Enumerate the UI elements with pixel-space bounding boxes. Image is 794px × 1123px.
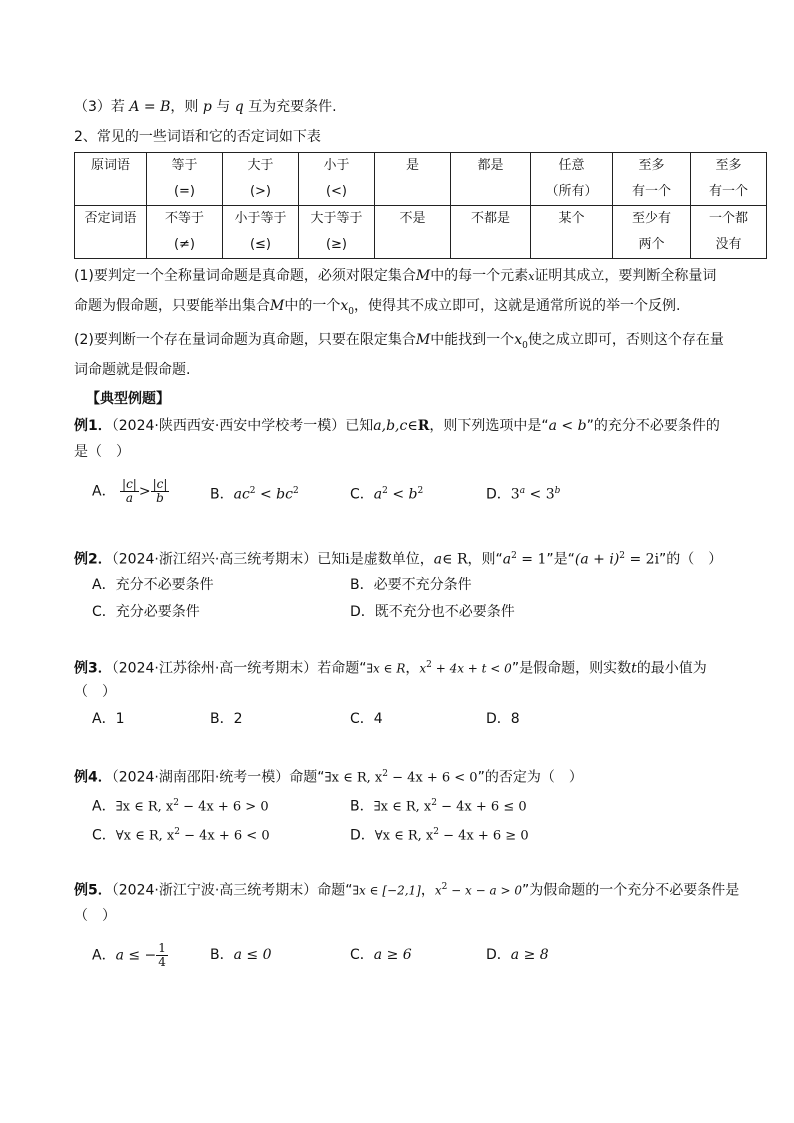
table-cell: 大于 (>) [223,153,299,206]
example-5-option-a[interactable]: A．a ≤ − $\frac{1}{4}$ [92,941,166,969]
table-row-original [75,153,767,206]
example-2-option-d[interactable]: D．既不充分也不必要条件 [350,604,515,620]
table-cell: 不是 [375,206,451,259]
example-5-option-c[interactable]: C．a ≥ 6 [350,947,412,963]
rule-1-line-1: (1)要判定一个全称量词命题是真命题，必须对限定集合M中的每一个元素x证明其成立，要判断全称量词 [74,268,717,284]
table-cell: 是 [375,153,451,206]
table-cell: 一个都 没有 [691,206,767,259]
example-3-stem-2: （ ） [74,684,116,700]
table-cell: 小于等于 (≤) [223,206,299,259]
example-5-stem: 例5．（2024·浙江宁波·高三统考期末）命题“∃x ∈ [−2,1]，$x^2 - x - a > 0$”为假命题的一个充分不必要条件是 [74,882,740,899]
table-cell: 小于 (<) [299,153,375,206]
example-2-option-c[interactable]: C．充分必要条件 [92,604,200,620]
table-cell: 不都是 [451,206,531,259]
example-2-option-a[interactable]: A．充分不必要条件 [92,577,214,593]
table-cell: 都是 [451,153,531,206]
rule-2-line-1: (2)要判断一个存在量词命题为真命题，只要在限定集合M中能找到一个$x_0$使之成立即可，否则这个存在量 [74,332,724,351]
table-cell: 大于等于 (≥) [299,206,375,259]
example-5-stem-2: （ ） [74,908,116,924]
example-3-option-a[interactable]: A．1 [92,711,125,727]
rule-2-line-2: 词命题就是假命题. [74,362,191,378]
example-3-stem: 例3．（2024·江苏徐州·高一统考期末）若命题“∃x ∈ R，$x^2 + 4x + t < 0$”是假命题，则实数t的最小值为 [74,660,707,677]
example-5-option-b[interactable]: B．a ≤ 0 [210,947,272,963]
section-title: 【典型例题】 [86,391,170,407]
example-1-stem-2: 是（ ） [74,444,130,460]
example-1-option-b[interactable]: B．$ac^2 < bc^2$ [210,486,299,503]
example-4-option-c[interactable]: C．∀x ∈ R, $x^2 - 4x + 6 < 0$ [92,827,270,844]
example-3-option-b[interactable]: B．2 [210,711,243,727]
table-cell: 原词语 [75,153,147,206]
condition-note: （3）若 A = B，则 p 与 q 互为充要条件. [74,99,337,115]
table-cell: 任意 （所有） [531,153,613,206]
example-3-option-d[interactable]: D．8 [486,711,520,727]
example-1-option-d[interactable]: D．$3^a < 3^b$ [486,486,561,503]
table-cell: 至少有 两个 [613,206,691,259]
negation-table [74,152,767,259]
example-2-stem: 例2．（2024·浙江绍兴·高三统考期末）已知i是虚数单位，a∈ R，则“$a^2 = 1$”是“$(a + i)^2 = 2i$”的（ ） [74,551,723,568]
example-4-option-a[interactable]: A．∃x ∈ R, $x^2 - 4x + 6 > 0$ [92,798,269,815]
table-cell: 等于 (=) [147,153,223,206]
rule-1-line-2: 命题为假命题，只要能举出集合M中的一个$x_0$，使得其不成立即可，这就是通常所说的举一个反例. [74,298,681,317]
table-cell: 至多 有一个 [691,153,767,206]
table-intro: 2、常见的一些词语和它的否定词如下表 [74,129,321,145]
example-1-option-a[interactable]: A． $\frac{|c|}{a}$ > $\frac{|c|}{b}$ [92,477,168,505]
table-cell: 至多 有一个 [613,153,691,206]
example-4-stem: 例4．（2024·湖南邵阳·统考一模）命题“∃x ∈ R, $x^2 - 4x + 6 < 0$”的否定为（ ） [74,769,583,786]
example-4-option-d[interactable]: D．∀x ∈ R, $x^2 - 4x + 6 \ge 0$ [350,827,529,844]
example-4-option-b[interactable]: B．∃x ∈ R, $x^2 - 4x + 6 \le 0$ [350,798,527,815]
example-1-option-c[interactable]: C．$a^2 < b^2$ [350,486,424,503]
example-5-option-d[interactable]: D．a ≥ 8 [486,947,549,963]
math-eq: A = B [129,99,171,115]
example-2-option-b[interactable]: B．必要不充分条件 [350,577,472,593]
table-row-negation [75,206,767,259]
example-1-stem: 例1．（2024·陕西西安·西安中学校考一模）已知a,b,c∈R，则下列选项中是“a < b”的充分不必要条件的 [74,418,720,434]
example-3-option-c[interactable]: C．4 [350,711,383,727]
table-cell: 某个 [531,206,613,259]
table-cell: 否定词语 [75,206,147,259]
table-cell: 不等于 (≠) [147,206,223,259]
